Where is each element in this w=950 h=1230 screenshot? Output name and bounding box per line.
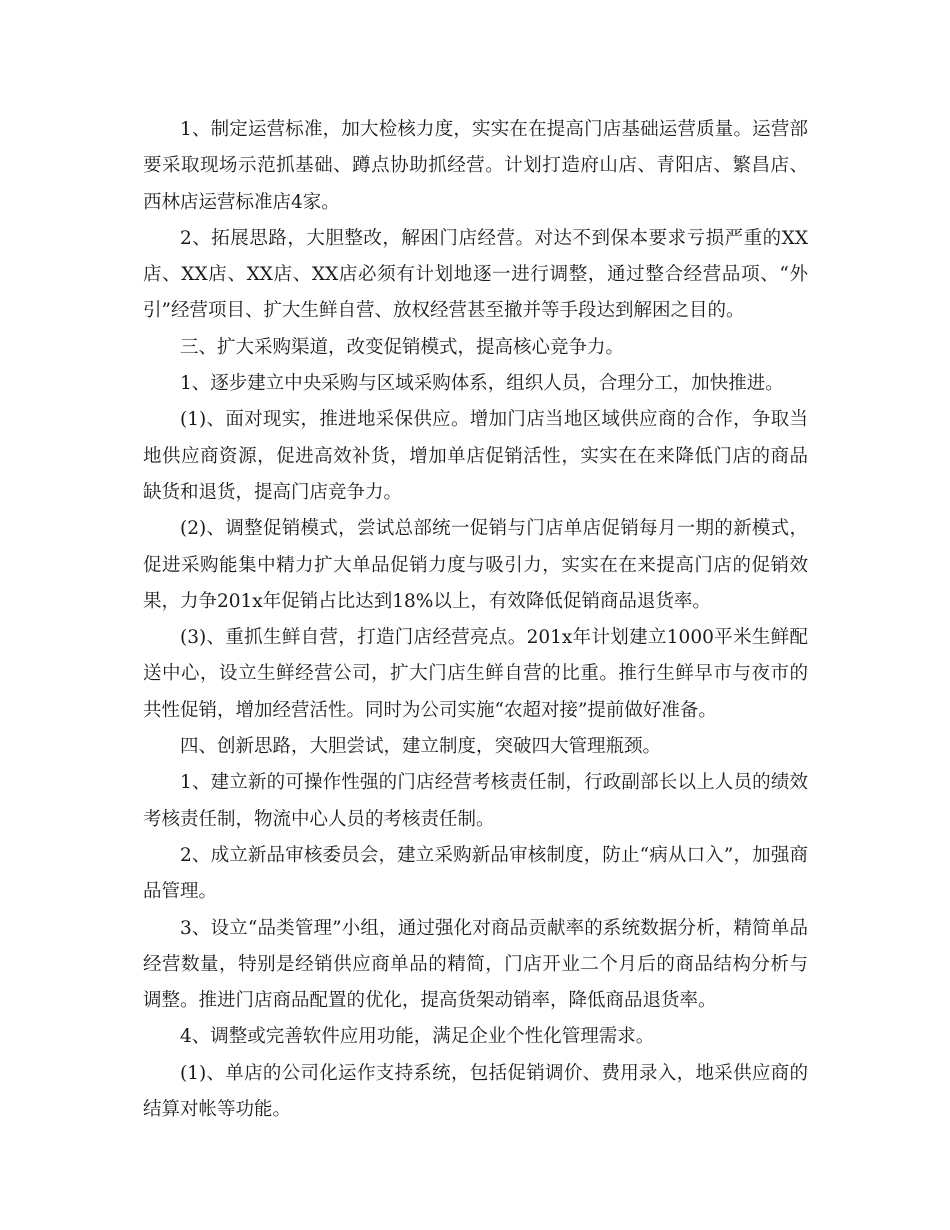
paragraph: (1)、单店的公司化运作支持系统，包括促销调价、费用录入，地采供应商的结算对帐等功能。 xyxy=(143,1062,808,1121)
paragraph: (2)、调整促销模式，尝试总部统一促销与门店单店促销每月一期的新模式，促进采购能集中精力扩大单品促销力度与吸引力，实实在在来提高门店的促销效果，力争201x年促销占比达到18%以上，有效降低促销商品退货率。 xyxy=(143,518,808,612)
paragraph: 1、逐步建立中央采购与区域采购体系，组织人员，合理分工，加快推进。 xyxy=(180,373,784,395)
document-body xyxy=(143,112,808,1128)
paragraph: 1、建立新的可操作性强的门店经营考核责任制，行政副部长以上人员的绩效考核责任制，物流中心人员的考核责任制。 xyxy=(143,772,808,830)
paragraph: 1、制定运营标准，加大检核力度，实实在在提高门店基础运营质量。运营部要采取现场示范抓基础、蹲点协助抓经营。计划打造府山店、青阳店、繁昌店、西林店运营标准店4家。 xyxy=(143,119,808,213)
section-heading: 四、创新思路，大胆尝试，建立制度，突破四大管理瓶颈。 xyxy=(180,736,662,758)
paragraph: (1)、面对现实，推进地采保供应。增加门店当地区域供应商的合作，争取当地供应商资源，促进高效补货，增加单店促销活性，实实在在来降低门店的商品缺货和退货，提高门店竞争力。 xyxy=(143,409,808,503)
paragraph: 2、拓展思路，大胆整改，解困门店经营。对达不到保本要求亏损严重的XX店、XX店、XX店、XX店必须有计划地逐一进行调整，通过整合经营品项、“外引”经营项目、扩大生鲜自营、放权经营甚至撤并等手段达到解困之目的。 xyxy=(143,227,808,322)
paragraph: (3)、重抓生鲜自营，打造门店经营亮点。201x年计划建立1000平米生鲜配送中心，设立生鲜经营公司，扩大门店生鲜自营的比重。推行生鲜早市与夜市的共性促销，增加经营活性。同时为公司实施“农超对接”提前做好准备。 xyxy=(143,627,808,721)
paragraph: 3、设立“品类管理”小组，通过强化对商品贡献率的系统数据分析，精简单品经营数量，特别是经销供应商单品的精简，门店开业二个月后的商品结构分析与调整。推进门店商品配置的优化，提高货架动销率，降低商品退货率。 xyxy=(143,917,808,1012)
paragraph: 2、成立新品审核委员会，建立采购新品审核制度，防止“病从口入”，加强商品管理。 xyxy=(143,844,808,903)
section-heading: 三、扩大采购渠道，改变促销模式，提高核心竞争力。 xyxy=(180,336,625,358)
paragraph: 4、调整或完善软件应用功能，满足企业个性化管理需求。 xyxy=(180,1026,655,1048)
